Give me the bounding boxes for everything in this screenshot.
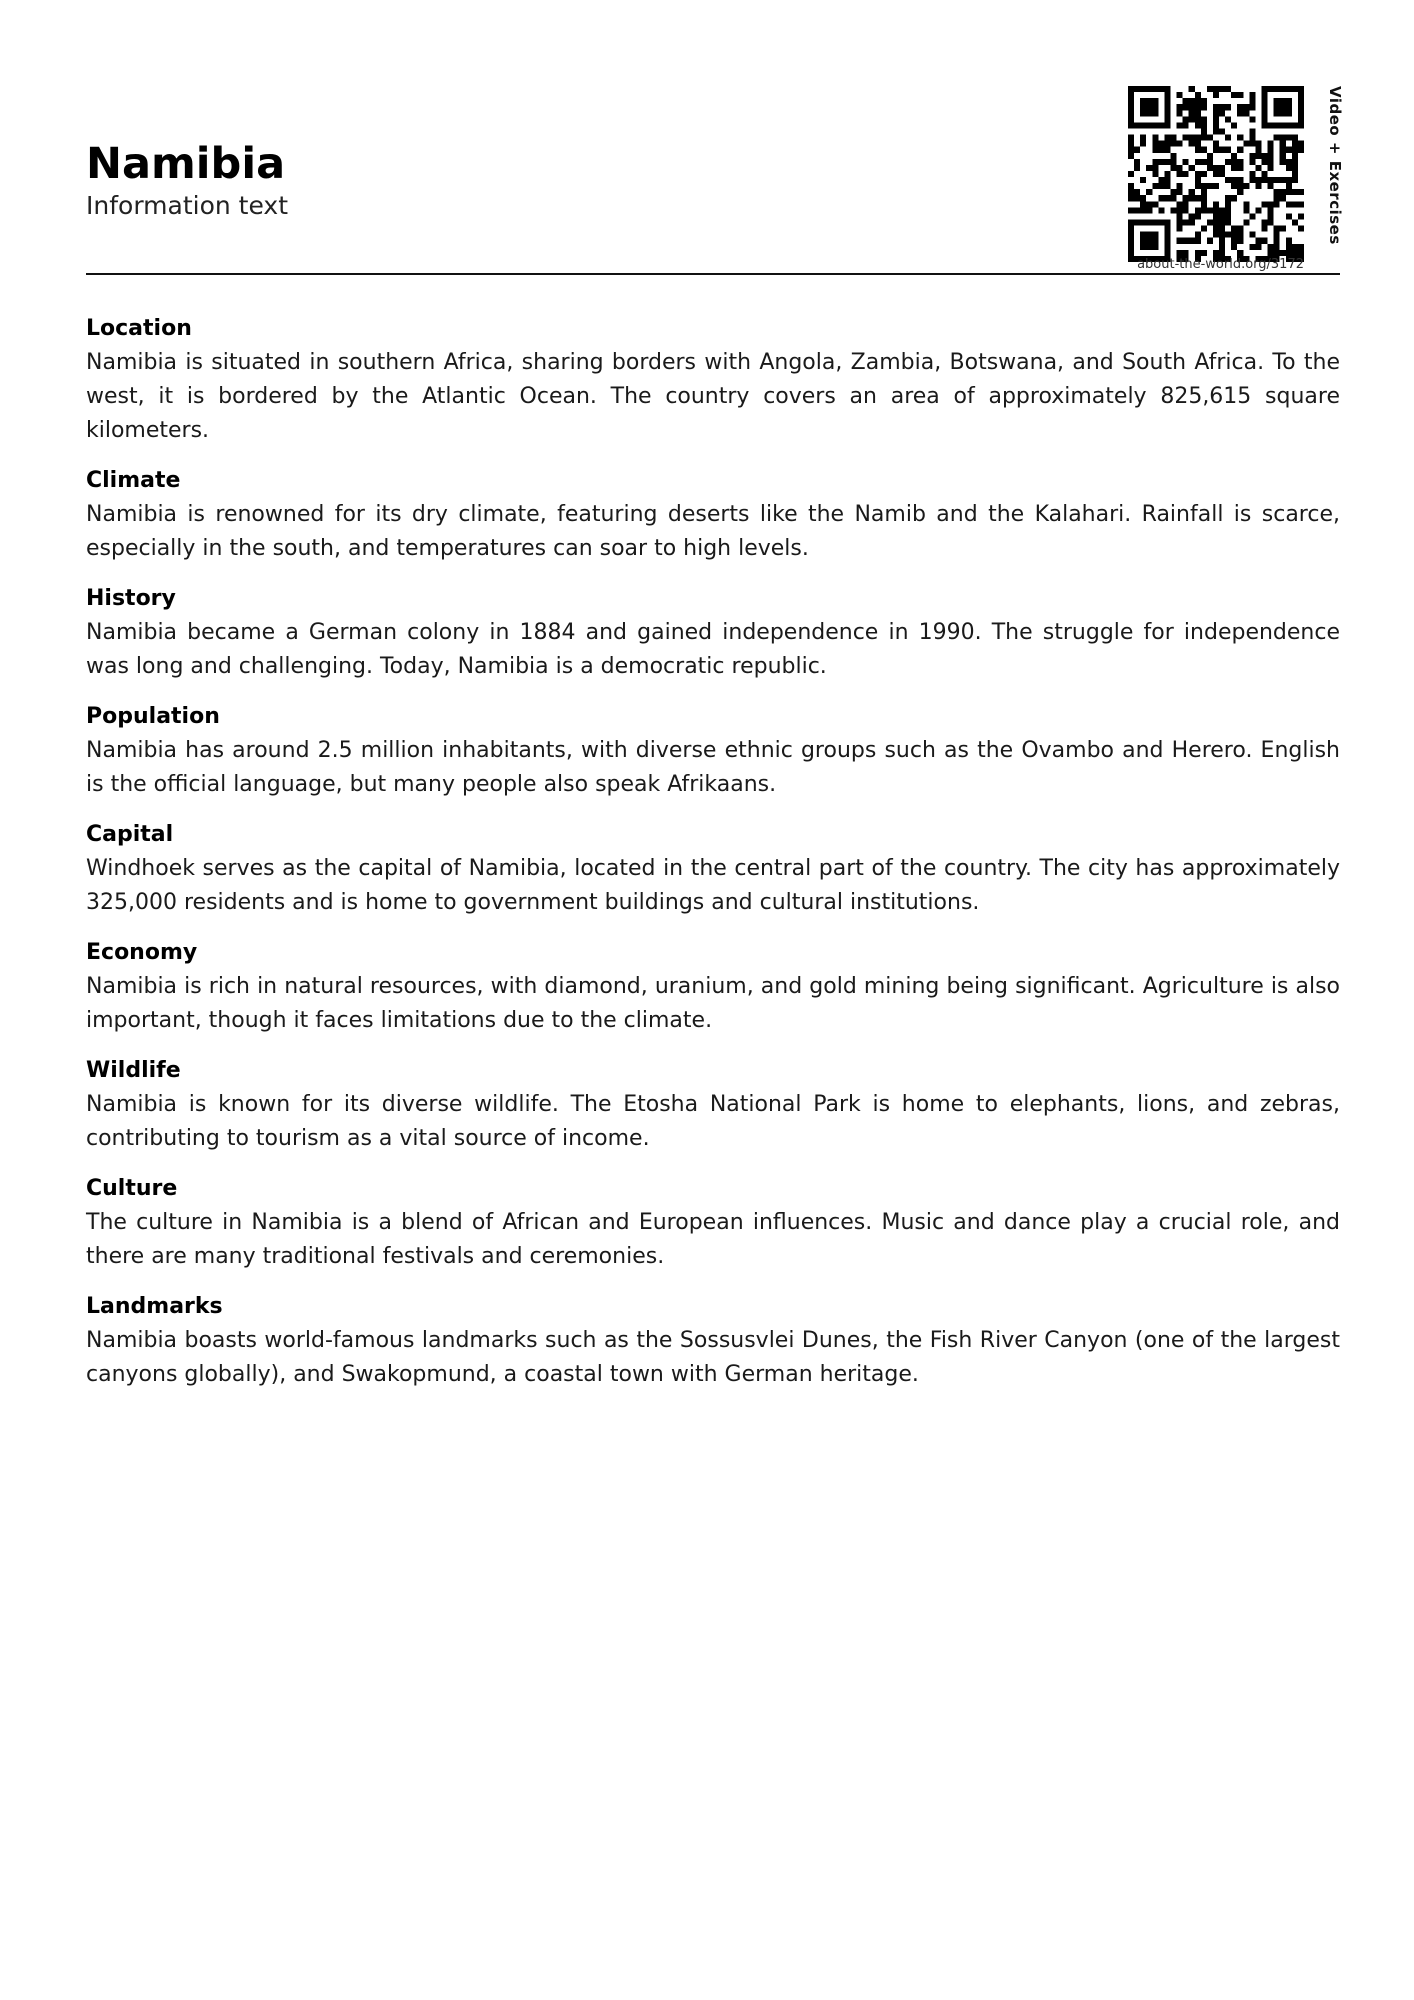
section-heading: Climate [86, 468, 181, 493]
section-body: Namibia is situated in southern Africa, sharing borders with Angola, Zambia, Botswana, and South Africa. To the west, it is bordered by the Atlantic Ocean. The country covers an area of approximately 825,615 square kilometers. [86, 350, 1340, 443]
section-heading: Economy [86, 940, 198, 965]
section-history [86, 582, 1340, 684]
video-exercises-label: Video + Exercises [1326, 86, 1344, 245]
section-heading: History [86, 586, 176, 611]
section-body: Namibia boasts world-famous landmarks such as the Sossusvlei Dunes, the Fish River Canyon (one of the largest canyons globally), and Swakopmund, a coastal town with German heritage. [86, 1328, 1340, 1387]
section-landmarks [86, 1290, 1340, 1392]
section-wildlife [86, 1054, 1340, 1156]
document-subtitle: Information text [86, 191, 289, 220]
section-body: The culture in Namibia is a blend of African and European influences. Music and dance play a crucial role, and there are many traditional festivals and ceremonies. [86, 1210, 1340, 1269]
section-culture [86, 1172, 1340, 1274]
qr-code-icon[interactable] [1128, 86, 1304, 262]
document-header [86, 86, 1344, 274]
information-sections [86, 312, 1340, 1408]
section-population [86, 700, 1340, 802]
header-divider [86, 273, 1340, 275]
section-body: Namibia has around 2.5 million inhabitants, with diverse ethnic groups such as the Ovambo and Herero. English is the official language, but many people also speak Afrikaans. [86, 738, 1340, 797]
section-heading: Culture [86, 1176, 178, 1201]
section-body: Namibia became a German colony in 1884 and gained independence in 1990. The struggle for independence was long and challenging. Today, Namibia is a democratic republic. [86, 620, 1340, 679]
section-body: Windhoek serves as the capital of Namibia, located in the central part of the country. The city has approximately 325,000 residents and is home to government buildings and cultural institutions. [86, 856, 1340, 915]
section-heading: Location [86, 316, 192, 341]
section-body: Namibia is rich in natural resources, with diamond, uranium, and gold mining being significant. Agriculture is also important, though it faces limitations due to the climate. [86, 974, 1340, 1033]
section-heading: Wildlife [86, 1058, 181, 1083]
section-climate [86, 464, 1340, 566]
section-location [86, 312, 1340, 448]
section-capital [86, 818, 1340, 920]
section-heading: Population [86, 704, 220, 729]
section-body: Namibia is renowned for its dry climate, featuring deserts like the Namib and the Kalahari. Rainfall is scarce, especially in the south, and temperatures can soar to high levels. [86, 502, 1340, 561]
section-heading: Landmarks [86, 1294, 223, 1319]
section-body: Namibia is known for its diverse wildlife. The Etosha National Park is home to elephants, lions, and zebras, contributing to tourism as a vital source of income. [86, 1092, 1340, 1151]
qr-link-url[interactable]: about-the-world.org/3172 [1137, 257, 1304, 272]
section-heading: Capital [86, 822, 174, 847]
section-economy [86, 936, 1340, 1038]
document-title: Namibia [86, 139, 286, 189]
